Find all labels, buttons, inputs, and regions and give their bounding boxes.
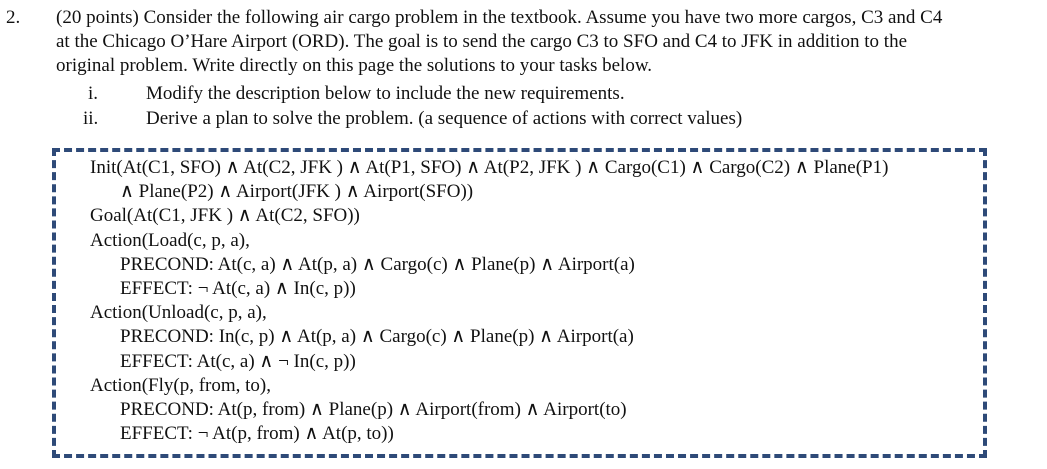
action-fly-precond: PRECOND: At(p, from) ∧ Plane(p) ∧ Airport(from) ∧ Airport(to) (120, 399, 627, 421)
action-unload-precond: PRECOND: In(c, p) ∧ At(p, a) ∧ Cargo(c) ∧ Plane(p) ∧ Airport(a) (120, 326, 634, 348)
action-load-effect: EFFECT: ¬ At(c, a) ∧ In(c, p)) (120, 278, 356, 300)
action-unload-header: Action(Unload(c, p, a), (90, 302, 267, 324)
task-number: ii. (83, 108, 99, 129)
task-item-i (88, 82, 988, 106)
action-load-header: Action(Load(c, p, a), (90, 229, 250, 251)
question-intro (56, 6, 1041, 78)
intro-line: original problem. Write directly on this page the solutions to your tasks below. (56, 55, 653, 76)
task-text: Derive a plan to solve the problem. (a sequence of actions with correct values) (146, 108, 743, 129)
intro-line: at the Chicago O’Hare Airport (ORD). The goal is to send the cargo C3 to SFO and C4 to JFK in addition to the (56, 31, 908, 52)
action-fly-effect: EFFECT: ¬ At(p, from) ∧ At(p, to)) (120, 423, 394, 445)
task-item-ii (83, 107, 983, 131)
task-text: Modify the description below to include the new requirements. (146, 83, 625, 104)
action-unload-effect: EFFECT: At(c, a) ∧ ¬ In(c, p)) (120, 350, 356, 372)
action-fly-header: Action(Fly(p, from, to), (90, 374, 272, 396)
intro-line: (20 points) Consider the following air cargo problem in the textbook. Assume you have two more cargos, C3 and C4 (56, 7, 943, 28)
problem-description (90, 156, 888, 446)
goal-line: Goal(At(C1, JFK ) ∧ At(C2, SFO)) (90, 205, 360, 227)
question-number: 2. (6, 7, 21, 28)
task-number: i. (88, 83, 99, 104)
init-line: Init(At(C1, SFO) ∧ At(C2, JFK ) ∧ At(P1, SFO) ∧ At(P2, JFK ) ∧ Cargo(C1) ∧ Cargo(C2) ∧ Plane(P1) (90, 157, 889, 178)
action-load-precond: PRECOND: At(c, a) ∧ At(p, a) ∧ Cargo(c) ∧ Plane(p) ∧ Airport(a) (120, 253, 635, 275)
init-line-continued: ∧ Plane(P2) ∧ Airport(JFK ) ∧ Airport(SFO)) (120, 181, 474, 203)
